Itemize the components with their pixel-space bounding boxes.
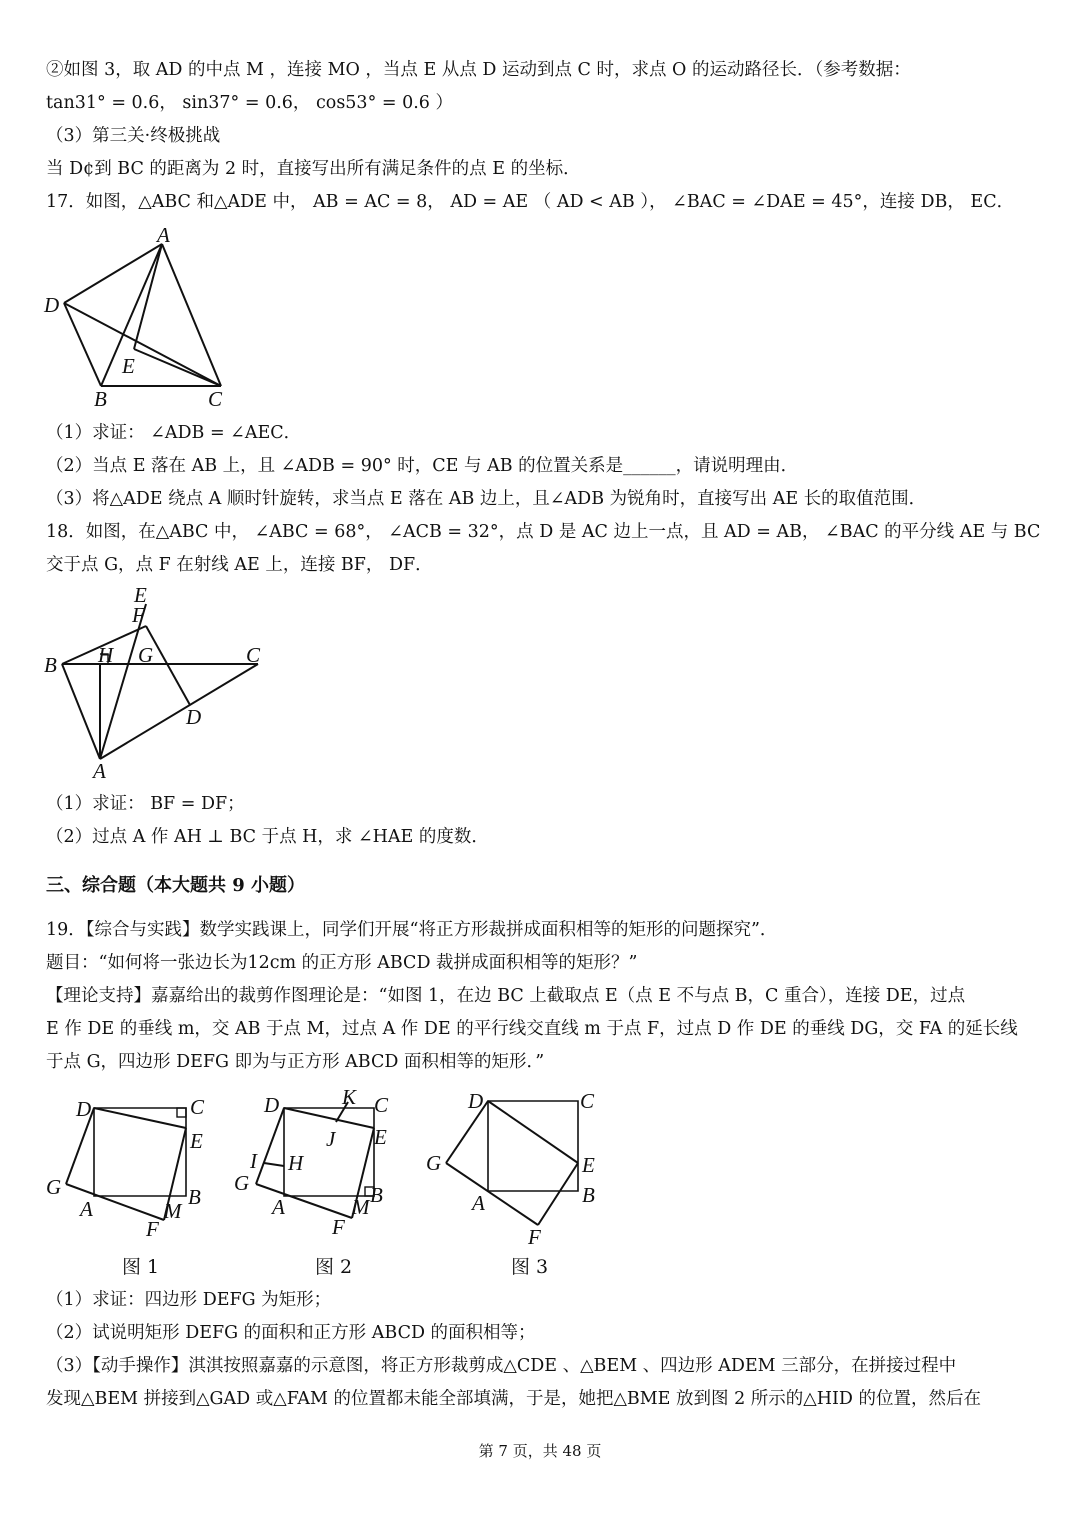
text-line: E 作 DE 的垂线 m，交 AB 于点 M，过点 A 作 DE 的平行线交直线 m 于点 F，过点 D 作 DE 的垂线 DG，交 FA 的延长线 bbox=[46, 1019, 1018, 1039]
label-g: G bbox=[426, 1151, 442, 1175]
figure-caption: 图 3 bbox=[511, 1256, 549, 1278]
label-a: A bbox=[157, 223, 170, 247]
label-b: B bbox=[94, 387, 107, 411]
label-b: B bbox=[370, 1183, 383, 1207]
label-g: G bbox=[234, 1171, 250, 1195]
text-line: 【理论支持】嘉嘉给出的裁剪作图理论是：“如图 1，在边 BC 上截取点 E（点 E 不与点 B，C 重合），连接 DE，过点 bbox=[46, 986, 966, 1006]
label-b: B bbox=[188, 1185, 201, 1209]
label-i: I bbox=[250, 1149, 257, 1173]
text-line: 于点 G，四边形 DEFG 即为与正方形 ABCD 面积相等的矩形．” bbox=[46, 1052, 545, 1072]
text-line: （1）求证： ∠ADB = ∠AEC． bbox=[46, 423, 302, 443]
figure-19-1 bbox=[40, 1090, 220, 1240]
text-line: （3）第三关·终极挑战 bbox=[46, 126, 221, 146]
label-c: C bbox=[580, 1089, 595, 1113]
text-line: （3）将△ADE 绕点 A 顺时针旋转，求当点 E 落在 AB 边上，且∠ADB 为锐角时，直接写出 AE 长的取值范围． bbox=[46, 489, 927, 509]
text-line: 交于点 G，点 F 在射线 AE 上，连接 BF， DF． bbox=[46, 555, 433, 575]
label-g: G bbox=[138, 643, 154, 667]
text-line: 题目：“如何将一张边长为12cm 的正方形 ABCD 裁拼成面积相等的矩形？” bbox=[46, 953, 638, 973]
text-line: 发现△BEM 拼接到△GAD 或△FAM 的位置都未能全部填满，于是，她把△BME 放到图 2 所示的△HID 的位置，然后在 bbox=[46, 1389, 981, 1409]
label-b: B bbox=[582, 1183, 595, 1207]
label-b: B bbox=[44, 653, 57, 677]
question-18-stem: 18．如图，在△ABC 中， ∠ABC = 68°， ∠ACB = 32°，点 D 是 AC 边上一点，且 AD = AB， ∠BAC 的平分线 AE 与 BC bbox=[46, 522, 1041, 542]
text-line: 当 D¢到 BC 的距离为 2 时，直接写出所有满足条件的点 E 的坐标． bbox=[46, 159, 581, 179]
text-line: （3）【动手操作】淇淇按照嘉嘉的示意图，将正方形裁剪成△CDE 、△BEM 、四边形 ADEM 三部分，在拼接过程中 bbox=[46, 1356, 957, 1376]
figure-17 bbox=[40, 222, 250, 412]
label-e: E bbox=[374, 1125, 387, 1149]
label-h: H bbox=[98, 643, 114, 667]
figure-19-2 bbox=[232, 1084, 412, 1240]
text-line: （1）求证：四边形 DEFG 为矩形； bbox=[46, 1290, 332, 1310]
label-c: C bbox=[208, 387, 223, 411]
label-a: A bbox=[272, 1195, 285, 1219]
section-heading: 三、综合题（本大题共 9 小题） bbox=[46, 875, 306, 896]
text-line: tan31° = 0.6， sin37° = 0.6， cos53° = 0.6 ） bbox=[46, 93, 454, 113]
label-f: F bbox=[332, 1215, 345, 1239]
figure-19-3 bbox=[420, 1086, 610, 1250]
page-footer: 第 7 页，共 48 页 bbox=[478, 1442, 602, 1460]
text-line: （2）过点 A 作 AH ⊥ BC 于点 H，求 ∠HAE 的度数． bbox=[46, 827, 489, 847]
text-line: ②如图 3，取 AD 的中点 M ，连接 MO ，当点 E 从点 D 运动到点 C 时，求点 O 的运动路径长．（参考数据： bbox=[46, 60, 911, 80]
label-d: D bbox=[76, 1097, 92, 1121]
label-a: A bbox=[80, 1197, 93, 1221]
label-d: D bbox=[186, 705, 202, 729]
label-m: M bbox=[164, 1199, 182, 1223]
text-line: （1）求证： BF = DF； bbox=[46, 794, 245, 814]
label-c: C bbox=[246, 643, 261, 667]
label-f: F bbox=[146, 1217, 159, 1241]
question-17-stem: 17．如图，△ABC 和△ADE 中， AB = AC = 8， AD = AE （ AD < AB ）， ∠BAC = ∠DAE = 45°，连接 DB， EC． bbox=[46, 192, 1015, 212]
label-g: G bbox=[46, 1175, 62, 1199]
label-c: C bbox=[190, 1095, 205, 1119]
figure-caption: 图 1 bbox=[122, 1256, 160, 1278]
label-j: J bbox=[326, 1127, 336, 1151]
label-e: E bbox=[122, 354, 135, 378]
question-19-stem: 19．【综合与实践】数学实践课上，同学们开展“将正方形裁拼成面积相等的矩形的问题探究”． bbox=[46, 920, 778, 940]
figure-caption: 图 2 bbox=[315, 1256, 353, 1278]
label-c: C bbox=[374, 1093, 389, 1117]
label-d: D bbox=[468, 1089, 484, 1113]
label-a: A bbox=[472, 1191, 485, 1215]
text-line: （2）当点 E 落在 AB 上，且 ∠ADB = 90° 时，CE 与 AB 的位置关系是______，请说明理由． bbox=[46, 456, 799, 476]
label-d: D bbox=[264, 1093, 280, 1117]
label-k: K bbox=[342, 1085, 357, 1109]
label-m: M bbox=[352, 1195, 370, 1219]
label-e: E bbox=[190, 1129, 203, 1153]
label-a: A bbox=[93, 759, 106, 783]
label-f: F bbox=[528, 1225, 541, 1249]
label-h: H bbox=[288, 1151, 304, 1175]
label-e: E bbox=[582, 1153, 595, 1177]
label-e: E bbox=[134, 583, 147, 607]
label-d: D bbox=[44, 293, 60, 317]
label-f: F bbox=[132, 603, 145, 627]
text-line: （2）试说明矩形 DEFG 的面积和正方形 ABCD 的面积相等； bbox=[46, 1323, 536, 1343]
figure-18 bbox=[40, 584, 270, 784]
